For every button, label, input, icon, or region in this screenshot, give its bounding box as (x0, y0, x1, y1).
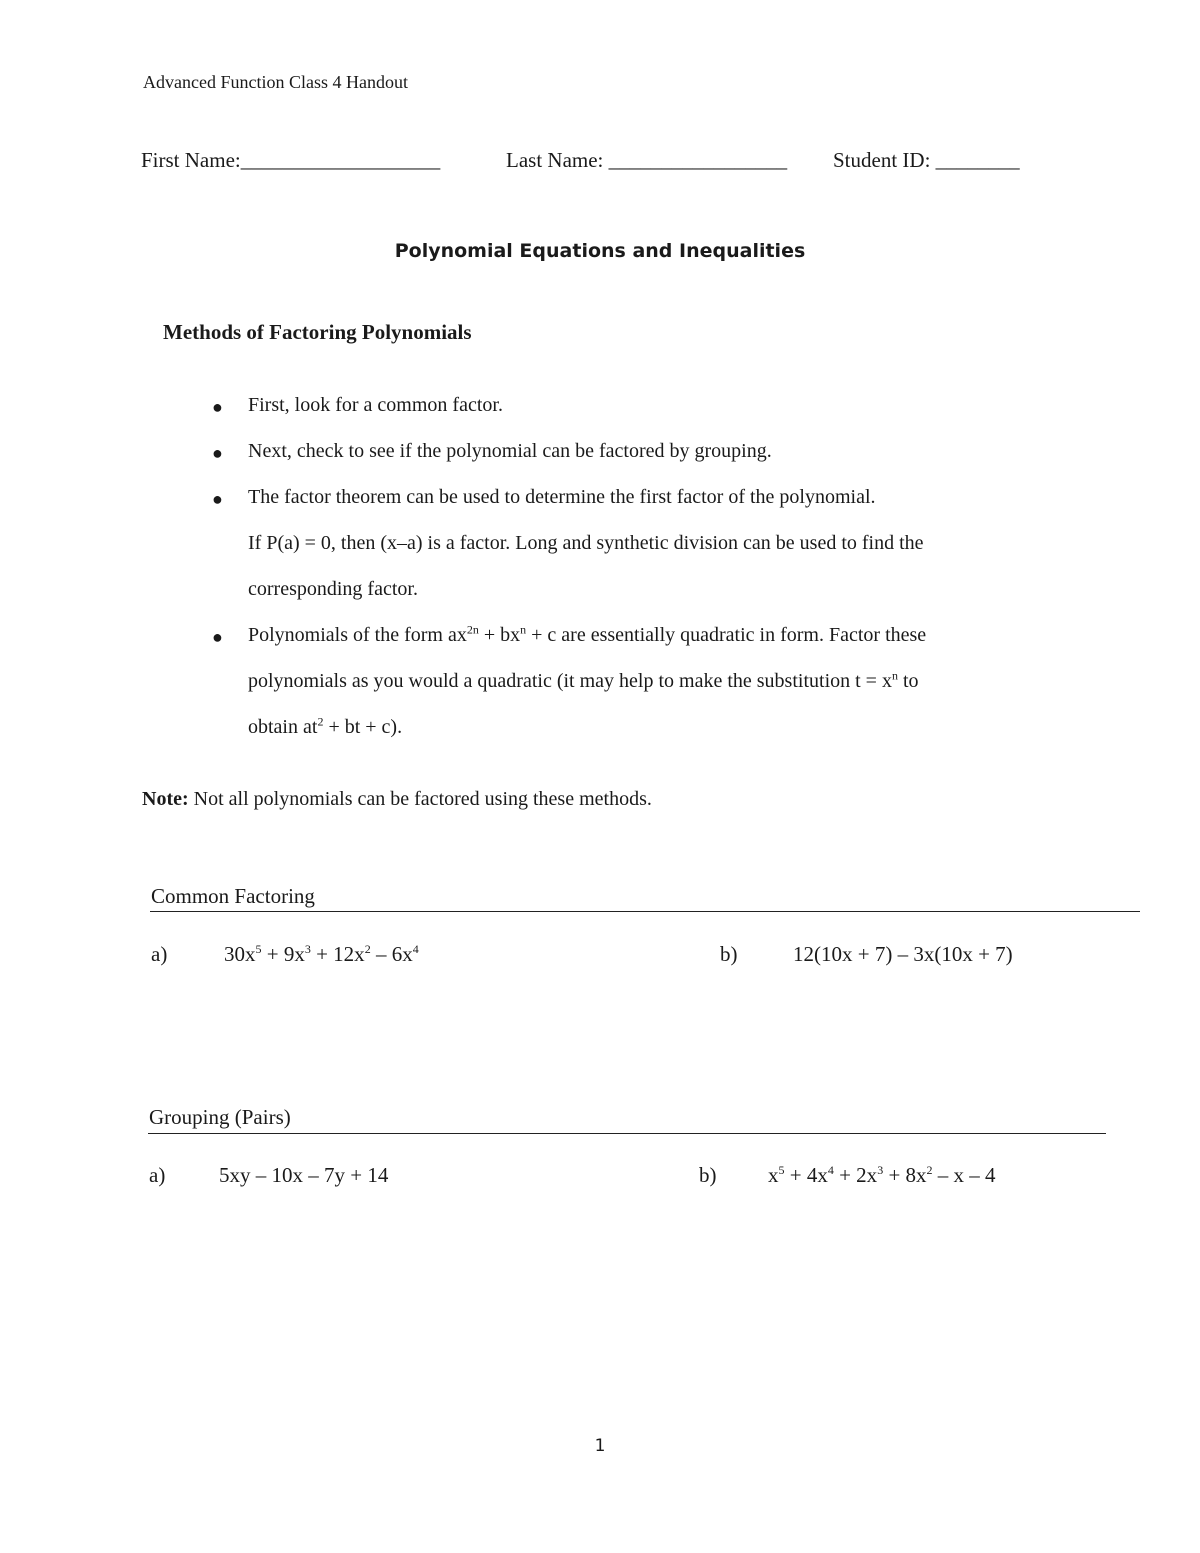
text: obtain at (248, 716, 318, 738)
text: + c are essentially quadratic in form. Factor these (526, 624, 927, 646)
text: polynomials as you would a quadratic (it may help to make the substitution t = x (248, 670, 892, 692)
superscript: 2 (926, 1163, 933, 1177)
section-heading-common-factoring: Common Factoring (151, 884, 315, 908)
problem-label: b) (720, 942, 738, 966)
superscript: n (891, 668, 898, 683)
text: to (897, 670, 919, 692)
term: x (768, 1163, 779, 1187)
student-id-field: Student ID: ________ (833, 148, 1020, 172)
page-number: 1 (594, 1436, 606, 1456)
superscript: 2 (364, 942, 371, 956)
problem-label: a) (149, 1163, 166, 1187)
note-label: Note: (142, 788, 189, 810)
bullet-dot: ● (212, 397, 223, 417)
bullet-factor-theorem: The factor theorem can be used to determine the first factor of the polynomial. (248, 486, 876, 508)
note-text: Not all polynomials can be factored using these methods. (188, 788, 652, 810)
note (142, 788, 652, 811)
superscript: 5 (255, 942, 262, 956)
problem-expression: 12(10x + 7) – 3x(10x + 7) (793, 942, 1013, 966)
text: Polynomials of the form ax (248, 624, 467, 646)
text: + bx (478, 624, 521, 646)
bullet-quadratic-form-line2 (248, 670, 919, 693)
problem-expression (224, 942, 419, 967)
term: + 2x (833, 1163, 878, 1187)
term: + 12x (310, 942, 365, 966)
problem-expression (768, 1163, 996, 1188)
superscript: n (520, 622, 527, 637)
document-title: Polynomial Equations and Inequalities (394, 240, 806, 262)
term: + 8x (883, 1163, 927, 1187)
bullet-factor-theorem-line3: corresponding factor. (248, 578, 418, 600)
superscript: 3 (877, 1163, 884, 1177)
bullet-factor-theorem-line2: If P(a) = 0, then (x–a) is a factor. Long and synthetic division can be used to find the (248, 532, 924, 554)
page-header: Advanced Function Class 4 Handout (143, 72, 408, 92)
bullet-dot: ● (212, 627, 223, 647)
problem-label: b) (699, 1163, 717, 1187)
text: + bt + c). (323, 716, 403, 738)
section-divider (148, 1133, 1106, 1134)
term: + 9x (261, 942, 305, 966)
bullet-dot: ● (212, 489, 223, 509)
superscript: 3 (304, 942, 311, 956)
bullet-grouping: Next, check to see if the polynomial can be factored by grouping. (248, 440, 772, 462)
section-heading-grouping: Grouping (Pairs) (149, 1105, 291, 1129)
term: + 4x (784, 1163, 828, 1187)
superscript: 2n (466, 622, 479, 637)
bullet-quadratic-form (248, 624, 926, 647)
term: 30x (224, 942, 256, 966)
first-name-field: First Name:___________________ (141, 148, 441, 172)
superscript: 5 (778, 1163, 785, 1177)
bullet-common-factor: First, look for a common factor. (248, 394, 503, 416)
superscript: 4 (827, 1163, 834, 1177)
term: – 6x (370, 942, 413, 966)
last-name-field: Last Name: _________________ (506, 148, 788, 172)
problem-expression: 5xy – 10x – 7y + 14 (219, 1163, 389, 1187)
problem-label: a) (151, 942, 168, 966)
section-divider (150, 911, 1140, 912)
bullet-quadratic-form-line3 (248, 716, 402, 739)
methods-heading: Methods of Factoring Polynomials (163, 320, 472, 344)
superscript: 4 (412, 942, 419, 956)
term: – x – 4 (932, 1163, 996, 1187)
superscript: 2 (317, 714, 324, 729)
bullet-dot: ● (212, 443, 223, 463)
